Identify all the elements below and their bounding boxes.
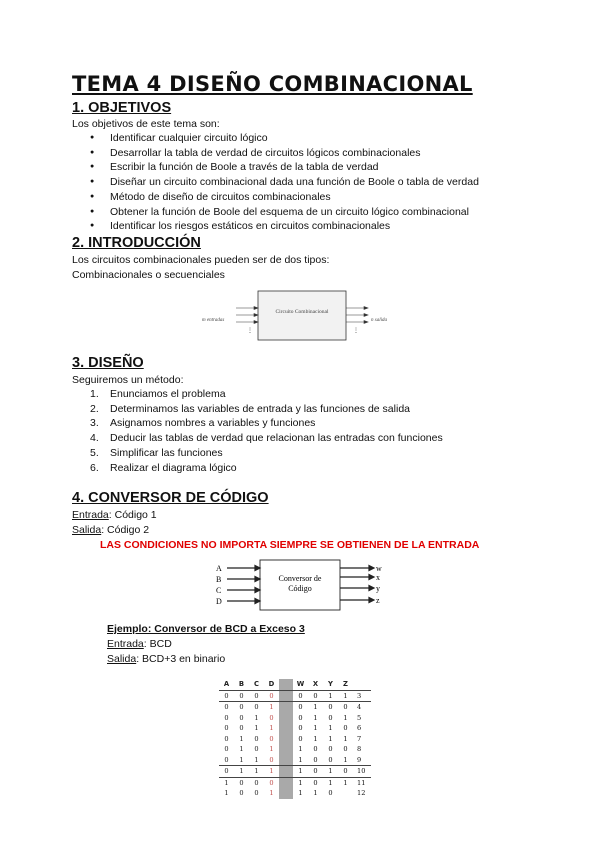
table-cell: 1 [249,755,264,766]
table-gap [279,777,293,788]
list-item: ● Escribir la función de Boole a través de la tabla de verdad [90,160,479,175]
table-cell: 0 [343,745,348,754]
table-row [219,766,371,778]
table-cell: 0 [264,690,279,702]
table-cell: 0 [219,755,234,766]
table-cell: 1 [234,755,249,766]
table-cell: 0 [249,690,264,702]
table-cell: 1 [254,724,259,733]
decimal-value: 6 [357,724,362,733]
table-cell: 0 [254,778,259,787]
table-cell: 1 [254,713,259,722]
section-heading-conversor: 4. CONVERSOR DE CÓDIGO [72,490,269,506]
list-item: 4. Deducir las tablas de verdad que relacionan las entradas con funciones [90,432,443,445]
table-cell: 0 [269,713,274,722]
table-cell: 0 [219,766,234,778]
table-cell: 1 [239,745,244,754]
warning-text: LAS CONDICIONES NO IMPORTA SIEMPRE SE OBTIENEN DE LA ENTRADA [100,539,480,551]
table-cell: 0 [224,724,229,733]
list-item: 2. Determinamos las variables de entrada y las funciones de salida [90,402,410,415]
decimal-value: 3 [353,690,371,702]
table-cell: 0 [219,690,234,702]
column-header: C [249,679,264,690]
list-item: ● Método de diseño de circuitos combinacionales [90,190,479,205]
table-cell: 1 [328,734,333,743]
table-gap [279,766,293,778]
table-cell: 1 [269,703,274,712]
decimal-value: 9 [353,755,371,766]
circuit-box-label: Circuito Combinacional [275,309,329,315]
ejemplo-title: Ejemplo: Conversor de BCD a Exceso 3 [107,623,305,635]
ejemplo-salida: Salida: BCD+3 en binario [107,653,226,665]
table-cell: 1 [269,789,274,798]
table-cell [338,788,353,799]
table-cell: 0 [308,766,323,778]
outputs-label: n salida [371,318,387,323]
list-item: 6. Realizar el diagrama lógico [90,461,237,474]
decimal-value: 5 [357,713,362,722]
table-cell: 0 [323,755,338,766]
table-gap [279,723,293,734]
objetivos-list [90,131,479,234]
table-gap [279,734,293,745]
table-cell: 0 [269,778,274,787]
list-item: 5. Simplificar las funciones [90,446,223,459]
converter-input-arrows [227,566,260,604]
combinational-circuit-diagram [196,288,406,344]
truth-table [219,679,371,799]
table-row [219,744,371,755]
table-cell: 1 [343,713,348,722]
table-cell: 0 [239,778,244,787]
code-converter-diagram [210,558,390,612]
section-heading-introduccion: 2. INTRODUCCIÓN [72,235,201,251]
column-header: D [264,679,279,690]
table-cell: 0 [328,703,333,712]
table-cell: 0 [224,745,229,754]
table-cell: 0 [328,789,333,798]
introduccion-line-1: Los circuitos combinacionales pueden ser de dos tipos: [72,254,330,266]
list-item: ● Obtener la función de Boole del esquema de un circuito lógico combinacional [90,205,479,220]
table-cell: 0 [328,745,333,754]
table-cell: 0 [293,690,308,702]
table-cell: 1 [224,789,229,798]
output-label: z [376,596,380,605]
circuit-box [258,291,346,340]
introduccion-line-2: Combinacionales o secuenciales [72,269,225,281]
table-cell: 1 [328,724,333,733]
table-cell: 0 [239,713,244,722]
table-gap [279,755,293,766]
table-cell: 1 [313,713,318,722]
table-cell: 0 [313,778,318,787]
table-cell: 1 [293,755,308,766]
objetivos-intro: Los objetivos de este tema son: [72,118,220,130]
output-label: w [376,564,382,573]
ellipsis-icon: ⋮ [353,328,359,334]
table-cell: 0 [313,745,318,754]
table-cell: 0 [224,713,229,722]
decimal-value: 7 [357,734,362,743]
table-gap [279,702,293,713]
table-row [219,713,371,724]
table-cell: 0 [239,724,244,733]
table-row [219,723,371,734]
decimal-value: 11 [357,778,366,787]
table-cell: 1 [313,724,318,733]
list-item: ● Identificar los riesgos estáticos en circuitos combinacionales [90,219,479,234]
table-cell: 0 [254,703,259,712]
input-arrows [236,307,258,324]
table-cell: 0 [239,789,244,798]
conversor-salida: Salida: Código 2 [72,524,150,536]
decimal-value: 10 [353,766,371,778]
table-cell: 1 [298,778,303,787]
list-item: ● Diseñar un circuito combinacional dada una función de Boole o tabla de verdad [90,175,479,190]
table-row [219,734,371,745]
table-cell: 1 [313,789,318,798]
table-cell: 1 [234,766,249,778]
column-header: B [234,679,249,690]
table-row [219,788,371,799]
list-item: ● Desarrollar la tabla de verdad de circuitos lógicos combinacionales [90,146,479,161]
column-header: A [219,679,234,690]
table-cell: 1 [224,778,229,787]
table-cell: 1 [338,755,353,766]
table-cell: 0 [264,755,279,766]
table-cell: 0 [224,734,229,743]
table-cell: 0 [254,789,259,798]
table-cell: 0 [343,724,348,733]
table-cell: 0 [298,724,303,733]
section-heading-diseno: 3. DISEÑO [72,355,144,371]
output-label: y [376,584,380,593]
table-cell: 0 [234,690,249,702]
table-cell: 0 [239,703,244,712]
table-cell: 0 [308,755,323,766]
table-gap [279,744,293,755]
table-cell: 0 [269,734,274,743]
column-header: X [308,679,323,690]
table-row [219,690,371,702]
table-cell: 0 [254,745,259,754]
table-cell: 0 [298,713,303,722]
table-cell: 1 [313,703,318,712]
section-heading-objetivos: 1. OBJETIVOS [72,100,172,116]
conversor-entrada: Entrada: Código 1 [72,509,157,521]
table-row [219,777,371,788]
list-item: 3. Asignamos nombres a variables y funciones [90,417,316,430]
table-cell: 1 [323,766,338,778]
table-cell: 0 [343,703,348,712]
table-cell: 0 [308,690,323,702]
input-label: C [216,586,222,595]
inputs-label: m entradas [202,318,225,323]
output-arrows [346,307,368,324]
table-cell: 0 [298,734,303,743]
decimal-value: 8 [357,745,362,754]
diseno-intro: Seguiremos un método: [72,374,184,386]
table-cell: 1 [313,734,318,743]
table-gap [279,679,293,690]
table-cell: 1 [249,766,264,778]
table-gap [279,713,293,724]
column-header: Z [338,679,353,690]
table-cell: 1 [293,766,308,778]
table-cell: 1 [343,778,348,787]
decimal-value: 12 [357,789,366,798]
table-cell: 0 [224,703,229,712]
input-label: A [216,564,222,573]
input-label: B [216,575,222,584]
table-cell: 1 [239,734,244,743]
table-cell: 0 [298,703,303,712]
table-gap [279,690,293,702]
ejemplo-entrada: Entrada: BCD [107,638,172,650]
table-cell: 1 [343,734,348,743]
table-row [219,702,371,713]
diseno-steps [90,387,443,475]
table-cell: 0 [328,713,333,722]
ellipsis-icon: ⋮ [247,328,253,334]
table-cell: 1 [298,745,303,754]
table-cell: 1 [264,766,279,778]
column-header: W [293,679,308,690]
list-item: 1. Enunciamos el problema [90,388,226,400]
column-header: Y [323,679,338,690]
table-cell: 0 [254,734,259,743]
converter-box-label-1: Conversor de [278,574,322,583]
page-title: TEMA 4 DISEÑO COMBINACIONAL [72,72,473,96]
table-cell: 1 [269,724,274,733]
decimal-column [353,679,371,690]
list-item: ● Identificar cualquier circuito lógico [90,131,479,146]
table-cell: 1 [298,789,303,798]
table-row [219,755,371,766]
decimal-value: 4 [357,703,362,712]
converter-output-arrows [340,566,374,603]
table-cell: 1 [323,690,338,702]
output-label: x [376,573,380,582]
table-gap [279,788,293,799]
table-cell: 1 [338,690,353,702]
converter-box-label-2: Código [288,584,312,593]
input-label: D [216,597,222,606]
table-cell: 1 [269,745,274,754]
table-cell: 0 [338,766,353,778]
table-header-row [219,679,371,690]
table-cell: 1 [328,778,333,787]
